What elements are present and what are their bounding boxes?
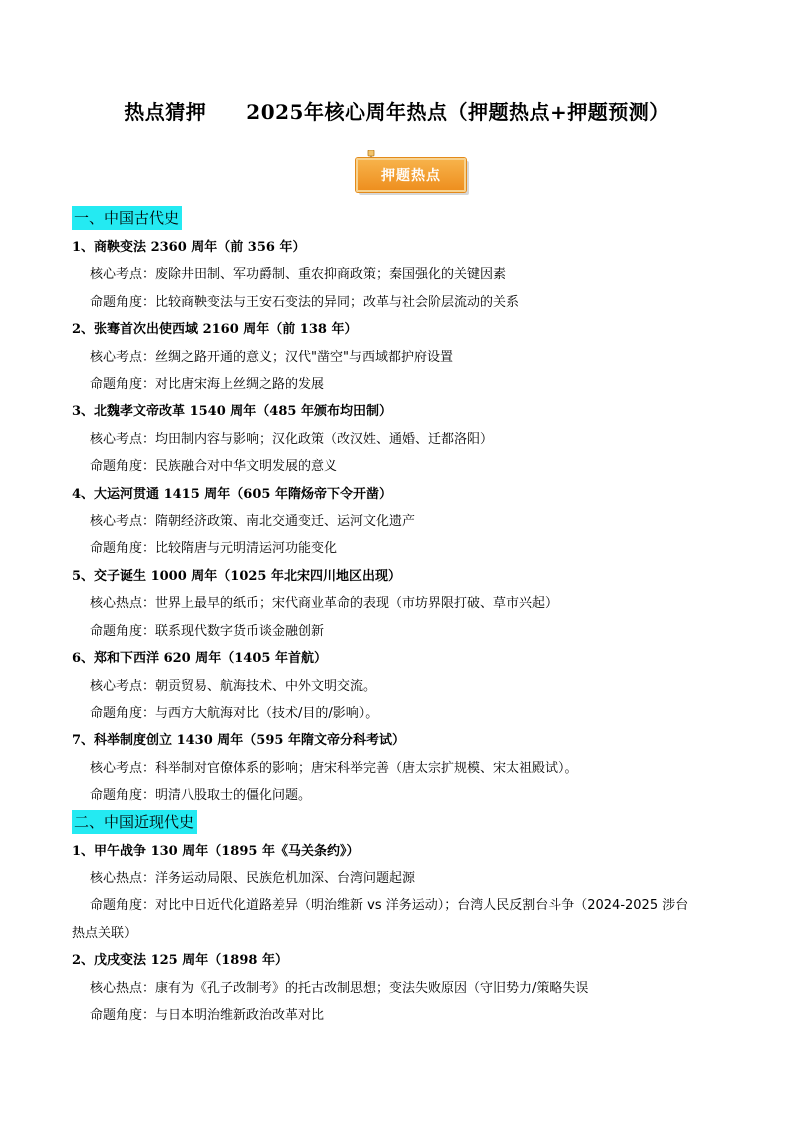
page-title [0,96,794,125]
list-item [72,563,732,645]
hot-topic-badge [352,150,468,196]
item-line: 命题角度：联系现代数字货币谈金融创新 [90,623,325,639]
list-item [72,234,732,316]
item-heading: 2、张骞首次出使西域 2160 周年（前 138 年） [72,322,358,338]
item-line: 核心考点：朝贡贸易、航海技术、中外文明交流。 [90,678,377,694]
title-right: 2025年核心周年热点（押题热点+押题预测） [246,100,670,124]
item-line: 核心热点：世界上最早的纸币；宋代商业革命的表现（市坊界限打破、草市兴起） [90,596,559,612]
section-heading: 二、中国近现代史 [72,810,197,834]
item-line: 核心考点：废除井田制、军功爵制、重农抑商政策；秦国强化的关键因素 [90,267,507,283]
item-heading: 5、交子诞生 1000 周年（1025 年北宋四川地区出现） [72,568,401,584]
list-item [72,316,732,398]
item-heading: 6、郑和下西洋 620 周年（1405 年首航） [72,651,327,667]
section-modern [72,810,732,1030]
list-item [72,947,732,1029]
item-line: 命题角度：明清八股取士的僵化问题。 [90,788,312,804]
item-heading: 3、北魏孝文帝改革 1540 周年（485 年颁布均田制） [72,404,392,420]
item-line: 命题角度：比较商鞅变法与王安石变法的异同；改革与社会阶层流动的关系 [90,294,520,310]
item-line: 命题角度：与日本明治维新政治改革对比 [90,1007,325,1023]
item-line: 核心热点：洋务运动局限、民族危机加深、台湾问题起源 [90,870,416,886]
document-body [72,206,732,1029]
list-item [72,481,732,563]
section-ancient [72,206,732,810]
item-heading: 1、甲午战争 130 周年（1895 年《马关条约》） [72,843,360,859]
item-line: 命题角度：比较隋唐与元明清运河功能变化 [90,541,338,557]
item-line: 核心热点：康有为《孔子改制考》的托古改制思想；变法失败原因（守旧势力/策略失误 [90,980,589,996]
badge-label: 押题热点 [381,168,441,184]
item-line: 核心考点：科举制对官僚体系的影响；唐宋科举完善（唐太宗扩规模、宋太祖殿试）。 [90,760,578,776]
item-line: 核心考点：隋朝经济政策、南北交通变迁、运河文化遗产 [90,514,416,530]
section-heading: 一、中国古代史 [72,206,182,230]
item-heading: 4、大运河贯通 1415 周年（605 年隋炀帝下令开凿） [72,486,392,502]
item-line: 命题角度：对比中日近代化道路差异（明治维新 vs 洋务运动）；台湾人民反割台斗争（2024-2025 涉台 [90,898,689,914]
item-heading: 1、商鞅变法 2360 周年（前 356 年） [72,240,306,255]
list-item [72,398,732,480]
item-line: 命题角度：民族融合对中华文明发展的意义 [90,459,338,475]
list-item [72,838,732,948]
list-item [72,645,732,727]
item-heading: 7、科举制度创立 1430 周年（595 年隋文帝分科考试） [72,733,405,749]
item-line: 核心考点：均田制内容与影响；汉化政策（改汉姓、通婚、迁都洛阳） [90,431,494,447]
item-line: 核心考点：丝绸之路开通的意义；汉代"凿空"与西域都护府设置 [90,349,453,365]
item-line: 命题角度：与西方大航海对比（技术/目的/影响）。 [90,705,379,721]
item-line: 热点关联） [72,925,138,941]
item-heading: 2、戊戌变法 125 周年（1898 年） [72,953,288,969]
title-left: 热点猜押 [124,100,207,124]
list-item [72,727,732,809]
item-line: 命题角度：对比唐宋海上丝绸之路的发展 [90,377,325,393]
